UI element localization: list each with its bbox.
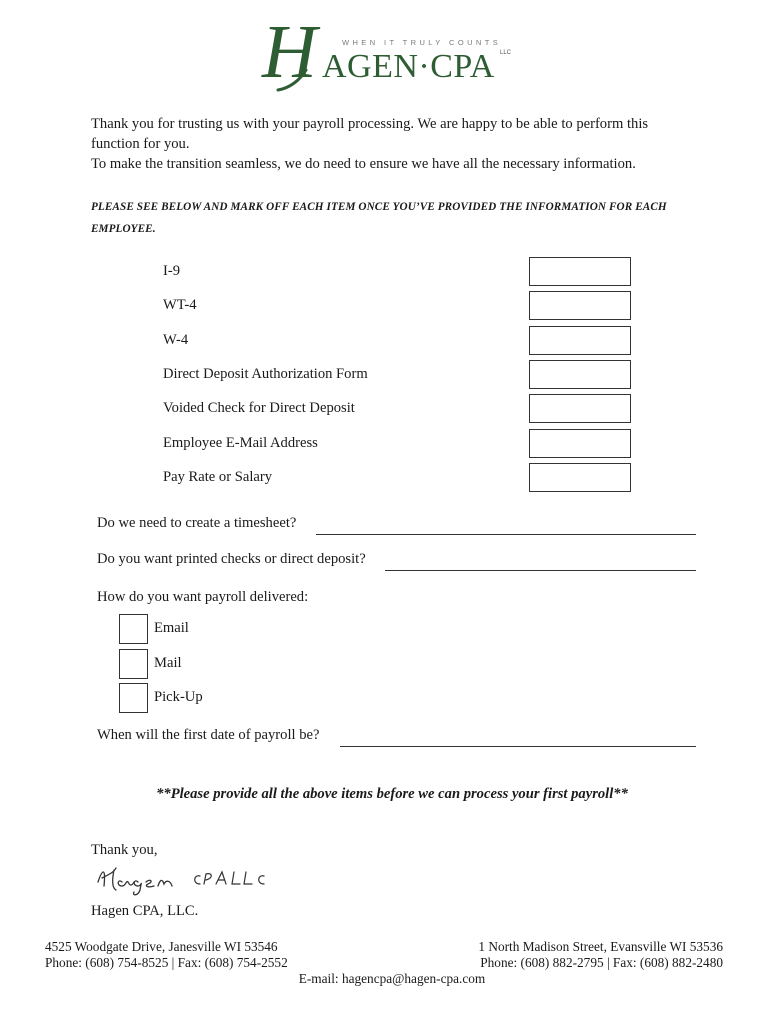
question-timesheet: Do we need to create a timesheet? [97, 515, 297, 531]
delivery-email-checkbox[interactable] [119, 614, 148, 644]
logo-name: AGEN·CPA [322, 48, 495, 85]
logo-tagline: WHEN IT TRULY COUNTS [342, 38, 502, 47]
timesheet-answer-line[interactable] [316, 534, 696, 535]
intro-line-3: To make the transition seamless, we do need to ensure we have all the necessary information. [91, 156, 636, 172]
logo-llc: LLC [500, 50, 512, 56]
intro-line-2: function for you. [91, 136, 190, 152]
checklist-box-voided-check[interactable] [529, 394, 631, 423]
checklist-box-wt4[interactable] [529, 291, 631, 320]
footer-right-address: 1 North Madison Street, Evansville WI 53536 [478, 939, 723, 954]
checklist-box-email-address[interactable] [529, 429, 631, 458]
checklist-item-direct-deposit-form: Direct Deposit Authorization Form [163, 366, 368, 382]
question-first-payroll-date: When will the first date of payroll be? [97, 727, 320, 743]
delivery-email-label: Email [154, 620, 189, 636]
checklist-item-w4: W-4 [163, 332, 189, 348]
logo-swoosh-icon [276, 64, 336, 94]
footer-right-phone: Phone: (608) 882-2795 | Fax: (608) 882-2480 [480, 955, 723, 970]
delivery-pickup-checkbox[interactable] [119, 683, 148, 713]
delivery-pickup-label: Pick-Up [154, 689, 203, 705]
checklist-item-email-address: Employee E-Mail Address [163, 435, 318, 451]
checklist-box-direct-deposit-form[interactable] [529, 360, 631, 389]
question-delivery: How do you want payroll delivered: [97, 589, 309, 605]
signature-image [92, 860, 284, 898]
checklist-item-i9: I-9 [163, 263, 181, 279]
hagen-cpa-logo [262, 10, 512, 94]
logo-initial: H [262, 10, 317, 94]
closing-company: Hagen CPA, LLC. [91, 903, 199, 919]
footer-left-address: 4525 Woodgate Drive, Janesville WI 53546 [45, 939, 278, 954]
intro-line-1: Thank you for trusting us with your payroll processing. We are happy to be able to perform this [91, 116, 649, 132]
checklist-box-w4[interactable] [529, 326, 631, 355]
closing-thanks: Thank you, [91, 842, 158, 858]
instruction-heading: PLEASE SEE BELOW AND MARK OFF EACH ITEM ONCE YOU’VE PROVIDED THE INFORMATION FOR EACH EMPLOYEE. [91, 201, 667, 235]
notice-message: **Please provide all the above items before we can process your first payroll** [156, 786, 628, 802]
question-checks-or-deposit: Do you want printed checks or direct deposit? [97, 551, 366, 567]
checks-answer-line[interactable] [385, 570, 696, 571]
checklist-box-pay-rate[interactable] [529, 463, 631, 492]
checklist-item-wt4: WT-4 [163, 297, 197, 313]
delivery-mail-checkbox[interactable] [119, 649, 148, 679]
footer-left-phone: Phone: (608) 754-8525 | Fax: (608) 754-2552 [45, 955, 288, 970]
checklist-item-pay-rate: Pay Rate or Salary [163, 469, 273, 485]
first-date-answer-line[interactable] [340, 746, 696, 747]
checklist-item-voided-check: Voided Check for Direct Deposit [163, 400, 355, 416]
footer-email: E-mail: hagencpa@hagen-cpa.com [298, 971, 486, 986]
delivery-mail-label: Mail [154, 655, 182, 671]
checklist-box-i9[interactable] [529, 257, 631, 286]
